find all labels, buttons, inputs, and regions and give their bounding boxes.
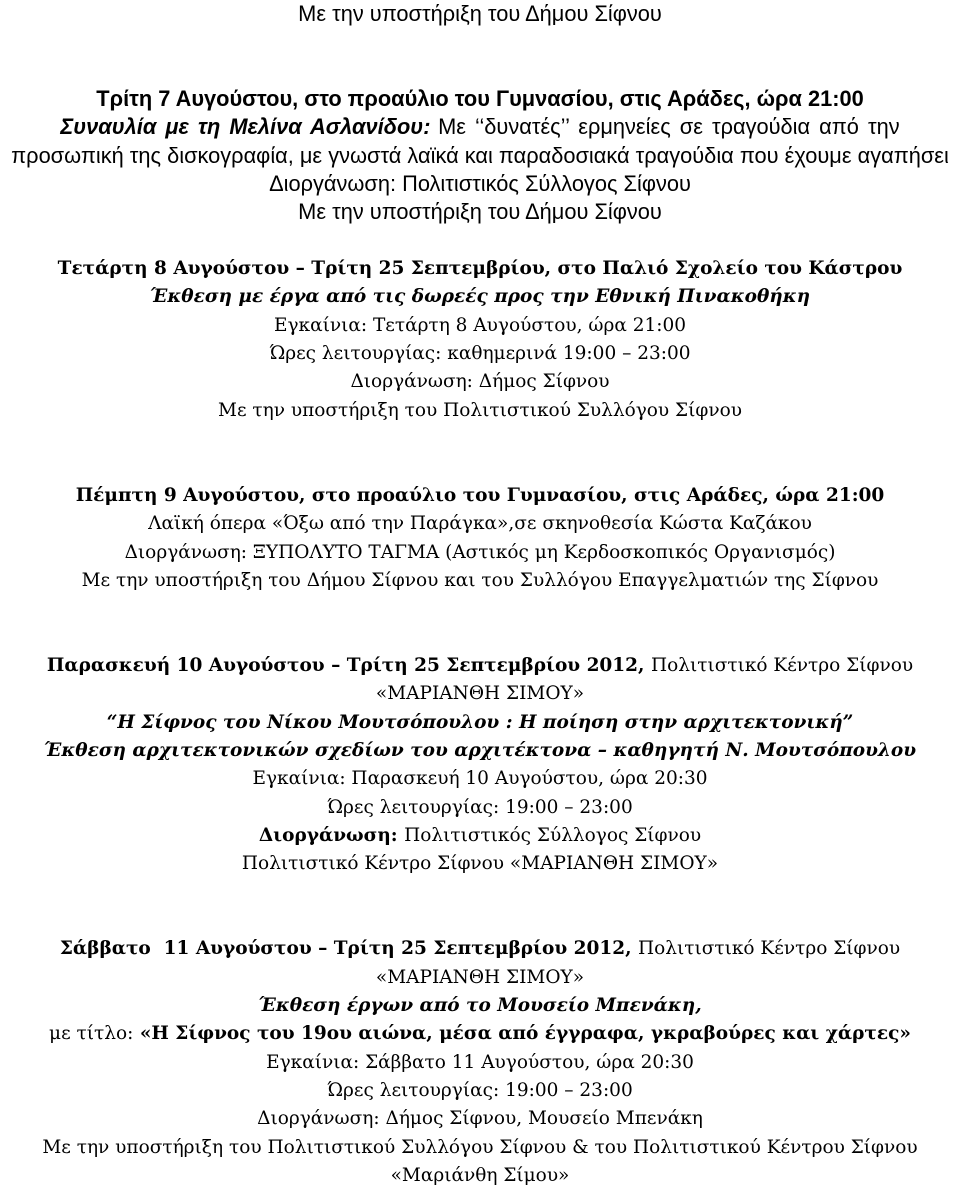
- event-opening: Εγκαίνια: Σάββατο 11 Αυγούστου, ώρα 20:30: [266, 1051, 694, 1073]
- event-dates: Παρασκευή 10 Αυγούστου – Τρίτη 25 Σεπτεμβρίου 2012,: [46, 654, 645, 676]
- event-title: “Η Σίφνος του Νίκου Μουτσόπουλου : Η ποίηση στην αρχιτεκτονική”: [106, 711, 854, 733]
- event-organizer-line: [0, 822, 960, 850]
- event-support: Με την υποστήριξη του Πολιτιστικού Συλλόγου Σίφνου & του Πολιτιστικού Κέντρου Σίφνου: [42, 1136, 918, 1158]
- event-benaki-exhibition: [0, 935, 960, 1190]
- event-organizer: Διοργάνωση: Δήμος Σίφνου: [350, 371, 610, 393]
- event-organizer: Διοργάνωση: ΞΥΠΟΛΥΤΟ ΤΑΓΜΑ (Αστικός μη Κερδοσκοπικός Οργανισμός): [124, 541, 836, 563]
- event-heading: Τρίτη 7 Αυγούστου, στο προαύλιο του Γυμνασίου, στις Αράδες, ώρα 21:00: [96, 86, 864, 112]
- event-title: Συναυλία με τη Μελίνα Ασλανίδου:: [60, 114, 431, 140]
- event-support: Πολιτιστικό Κέντρο Σίφνου «ΜΑΡΙΑΝΘΗ ΣΙΜΟΥ»: [241, 853, 719, 875]
- event-title: Έκθεση με έργα από τις δωρεές προς την Εθνική Πινακοθήκη: [149, 286, 811, 308]
- spacer: [0, 879, 960, 907]
- event-heading-line: [0, 935, 960, 963]
- event-title-line: [0, 113, 960, 141]
- event-heading: Πέμπτη 9 Αυγούστου, στο προαύλιο του Γυμνασίου, στις Αράδες, ώρα 21:00: [75, 484, 885, 506]
- spacer: [0, 425, 960, 453]
- spacer: [0, 595, 960, 623]
- event-hours: Ώρες λειτουργίας: καθημερινά 19:00 – 23:00: [269, 343, 691, 365]
- event-national-gallery-exhibition: [0, 255, 960, 425]
- event-organizer-label: Διοργάνωση:: [258, 824, 398, 846]
- event-venue: Πολιτιστικό Κέντρο Σίφνου: [638, 938, 901, 960]
- event-heading-line: [0, 652, 960, 680]
- event-support: Με την υποστήριξη του Δήμου Σίφνου: [298, 199, 662, 225]
- spacer: [0, 907, 960, 935]
- event-description: Λαϊκή όπερα «Όξω από την Παράγκα»,σε σκηνοθεσία Κώστα Καζάκου: [148, 513, 812, 535]
- event-subtitle-label: με τίτλο:: [49, 1023, 134, 1045]
- event-organizer: Διοργάνωση: Δήμος Σίφνου, Μουσείο Μπενάκη: [257, 1108, 703, 1130]
- event-venue-name: «ΜΑΡΙΑΝΘΗ ΣΙΜΟΥ»: [375, 966, 585, 988]
- event-venue-name: «ΜΑΡΙΑΝΘΗ ΣΙΜΟΥ»: [375, 683, 585, 705]
- spacer: [0, 624, 960, 652]
- event-support-venue: «Μαριάνθη Σίμου»: [390, 1165, 570, 1187]
- event-dates: Σάββατο 11 Αυγούστου – Τρίτη 25 Σεπτεμβρίου 2012,: [59, 938, 632, 960]
- event-subtitle-line: [0, 1020, 960, 1048]
- event-support: Με την υποστήριξη του Πολιτιστικού Συλλόγου Σίφνου: [218, 399, 742, 421]
- spacer: [0, 28, 960, 56]
- spacer: [0, 454, 960, 482]
- event-description: Με ‘‘δυνατές’’ ερμηνείες σε τραγούδια από την: [438, 114, 900, 140]
- event-concert-aslanidou: [0, 85, 960, 227]
- event-organizer: Πολιτιστικός Σύλλογος Σίφνου: [404, 824, 702, 846]
- event-title: Έκθεση έργων από το Μουσείο Μπενάκη,: [258, 995, 702, 1017]
- event-opening: Εγκαίνια: Τετάρτη 8 Αυγούστου, ώρα 21:00: [273, 314, 687, 336]
- header-support-line: Με την υποστήριξη του Δήμου Σίφνου: [298, 1, 662, 26]
- event-hours: Ώρες λειτουργίας: 19:00 – 23:00: [327, 1080, 633, 1102]
- spacer: [0, 227, 960, 255]
- event-opening: Εγκαίνια: Παρασκευή 10 Αυγούστου, ώρα 20:30: [252, 768, 708, 790]
- event-subtitle: «Η Σίφνος του 19ου αιώνα, μέσα από έγγραφα, γκραβούρες και χάρτες»: [139, 1023, 911, 1045]
- event-support: Με την υποστήριξη του Δήμου Σίφνου και του Συλλόγου Επαγγελματιών της Σίφνου: [81, 569, 879, 591]
- event-description: προσωπική της δισκογραφία, με γνωστά λαϊκά και παραδοσιακά τραγούδια που έχουμε αγαπήσει: [11, 142, 949, 168]
- event-subtitle: Έκθεση αρχιτεκτονικών σχεδίων του αρχιτέκτονα – καθηγητή Ν. Μουτσόπουλου: [43, 739, 917, 761]
- event-folk-opera: [0, 482, 960, 595]
- event-heading: Τετάρτη 8 Αυγούστου – Τρίτη 25 Σεπτεμβρίου, στο Παλιό Σχολείο του Κάστρου: [57, 258, 903, 280]
- spacer: [0, 57, 960, 85]
- event-hours: Ώρες λειτουργίας: 19:00 – 23:00: [327, 796, 633, 818]
- event-architecture-exhibition: [0, 652, 960, 879]
- event-organizer: Διοργάνωση: Πολιτιστικός Σύλλογος Σίφνου: [269, 171, 691, 197]
- event-venue: Πολιτιστικό Κέντρο Σίφνου: [650, 654, 914, 676]
